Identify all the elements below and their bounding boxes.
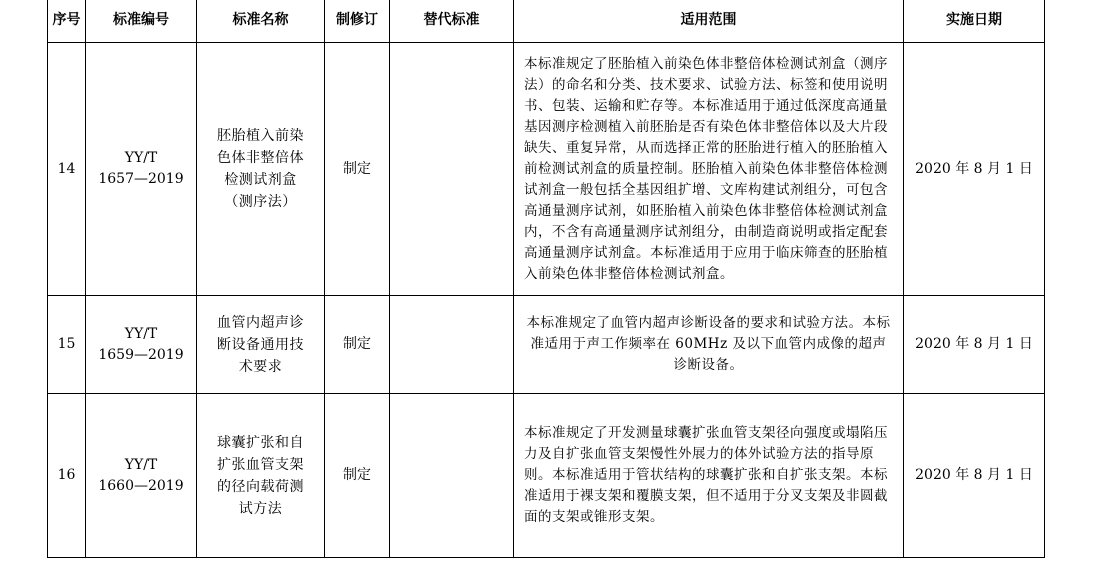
std-no-number: 1660—2019 — [98, 477, 184, 494]
row-std-no — [86, 394, 197, 558]
table-row — [48, 296, 1045, 394]
row-revision: 制定 — [325, 394, 390, 558]
row-std-name: 血管内超声诊断设备通用技术要求 — [197, 296, 325, 394]
col-header-scope: 适用范围 — [514, 0, 904, 43]
col-header-date: 实施日期 — [904, 0, 1045, 43]
col-header-revision: 制修订 — [325, 0, 390, 43]
col-header-std-no: 标准编号 — [86, 0, 197, 43]
std-no-prefix: YY/T — [124, 325, 158, 342]
std-no-prefix: YY/T — [124, 456, 158, 473]
row-revision: 制定 — [325, 296, 390, 394]
row-seq: 15 — [48, 296, 86, 394]
row-scope: 本标准规定了开发测量球囊扩张血管支架径向强度或塌陷压力及自扩张血管支架慢性外展力的体外试验方法的指导原则。本标准适用于管状结构的球囊扩张和自扩张支架。本标准适用于裸支架和覆膜支架，但不适用于分叉支架及非圆截面的支架或锥形支架。 — [514, 394, 904, 558]
row-revision: 制定 — [325, 43, 390, 296]
row-seq: 16 — [48, 394, 86, 558]
row-date: 2020 年 8 月 1 日 — [904, 394, 1045, 558]
row-scope: 本标准规定了胚胎植入前染色体非整倍体检测试剂盒（测序法）的命名和分类、技术要求、试验方法、标签和使用说明书、包装、运输和贮存等。本标准适用于通过低深度高通量基因测序检测植入前胚胎是否有染色体非整倍体以及大片段缺失、重复异常，从而选择正常的胚胎进行植入的胚胎植入前检测试剂盒的质量控制。胚胎植入前染色体非整倍体检测试剂盒一般包括全基因组扩增、文库构建试剂组分，可包含高通量测序试剂，如胚胎植入前染色体非整倍体检测试剂盒内，不含有高通量测序试剂组分，由制造商说明或指定配套高通量测序试剂盒。本标准适用于应用于临床筛查的胚胎植入前染色体非整倍体检测试剂盒。 — [514, 43, 904, 296]
col-header-seq: 序号 — [48, 0, 86, 43]
row-std-no — [86, 43, 197, 296]
table-row — [48, 394, 1045, 558]
row-replace — [390, 394, 514, 558]
row-std-name: 胚胎植入前染色体非整倍体检测试剂盒（测序法） — [197, 43, 325, 296]
standards-table — [47, 0, 1045, 558]
std-no-prefix: YY/T — [124, 150, 158, 166]
row-date: 2020 年 8 月 1 日 — [904, 43, 1045, 296]
row-std-name: 球囊扩张和自扩张血管支架的径向载荷测试方法 — [197, 394, 325, 558]
col-header-replace: 替代标准 — [390, 0, 514, 43]
table-row — [48, 43, 1045, 296]
row-replace — [390, 296, 514, 394]
std-no-number: 1659—2019 — [98, 346, 184, 363]
row-scope: 本标准规定了血管内超声诊断设备的要求和试验方法。本标准适用于声工作频率在 60MHz 及以下血管内成像的超声诊断设备。 — [514, 296, 904, 394]
row-date: 2020 年 8 月 1 日 — [904, 296, 1045, 394]
col-header-std-name: 标准名称 — [197, 0, 325, 43]
table-header-row — [48, 0, 1045, 43]
row-seq: 14 — [48, 43, 86, 296]
row-std-no — [86, 296, 197, 394]
std-no-number: 1657—2019 — [98, 171, 184, 187]
row-replace — [390, 43, 514, 296]
